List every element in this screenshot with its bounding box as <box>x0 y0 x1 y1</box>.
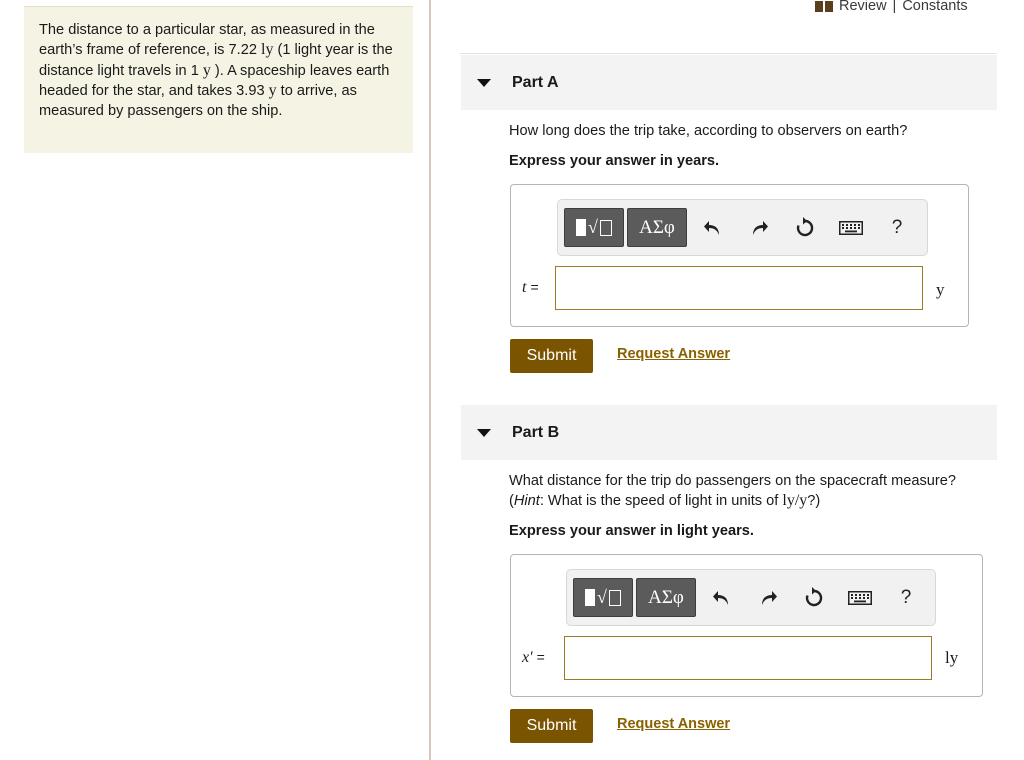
part-b-request-answer-link[interactable]: Request Answer <box>617 716 731 732</box>
review-constants-bar <box>815 0 968 14</box>
part-b-variable <box>522 649 545 667</box>
part-b-instructions: Express your answer in light years. <box>509 523 754 539</box>
part-a-header[interactable] <box>461 55 997 110</box>
part-a-unit: y <box>936 280 945 299</box>
variable-x-prime: x′ <box>522 649 533 666</box>
problem-text-4: to arrive, as measured by passengers on the ship. <box>39 83 357 119</box>
reset-icon[interactable] <box>794 587 834 609</box>
part-a-variable <box>522 279 539 297</box>
part-a-request-answer-link[interactable]: Request Answer <box>617 346 731 362</box>
review-link[interactable]: Review <box>839 0 887 14</box>
greek-letters-icon[interactable]: ΑΣφ <box>636 578 696 617</box>
equals-sign: = <box>530 279 539 295</box>
equals-sign: = <box>536 649 545 665</box>
part-a-instructions: Express your answer in years. <box>509 153 720 169</box>
unit-y: y <box>268 82 277 100</box>
constants-link[interactable]: Constants <box>902 0 968 14</box>
redo-icon[interactable] <box>739 219 779 237</box>
part-b-title: Part B <box>512 423 560 441</box>
part-a-question: How long does the trip take, according to observers on earth? <box>509 123 908 139</box>
part-a-answer-input[interactable] <box>555 266 923 310</box>
separator: | <box>892 0 897 14</box>
part-b-question-line: What distance for the trip do passengers on the spacecraft measure? <box>509 473 956 489</box>
keyboard-icon[interactable] <box>831 221 871 235</box>
variable-t: t <box>522 279 527 296</box>
problem-text-2: (1 light year is the distance light travels in 1 <box>39 42 393 79</box>
undo-icon[interactable] <box>693 219 733 237</box>
part-a-math-toolbar <box>557 199 928 256</box>
part-b-hint: (Hint: What is the speed of light in units of ly/y?) <box>509 492 821 509</box>
templates-icon[interactable]: √ <box>564 208 624 247</box>
header-rule <box>460 53 997 54</box>
problem-text-3: ). A spaceship leaves earth headed for the star, and takes 3.93 <box>39 62 390 100</box>
part-b-answer-input[interactable] <box>564 636 932 680</box>
problem-statement <box>24 6 413 153</box>
unit-ly: ly <box>261 41 274 59</box>
part-b-header[interactable] <box>461 405 997 460</box>
templates-icon[interactable]: √ <box>573 578 633 617</box>
problem-text-1: The distance to a particular star, as measured in the earth’s frame of reference, is 7.22 <box>39 22 375 59</box>
column-divider <box>429 0 431 760</box>
redo-icon[interactable] <box>748 589 788 607</box>
undo-icon[interactable] <box>702 589 742 607</box>
keyboard-icon[interactable] <box>840 591 880 605</box>
part-a-title: Part A <box>512 73 559 91</box>
greek-letters-icon[interactable]: ΑΣφ <box>627 208 687 247</box>
book-icon <box>815 1 833 12</box>
part-a-submit-button[interactable]: Submit <box>510 339 593 373</box>
unit-y: y <box>202 61 211 79</box>
part-b-question <box>509 471 1009 511</box>
collapse-triangle-icon[interactable] <box>477 429 491 437</box>
collapse-triangle-icon[interactable] <box>477 79 491 87</box>
help-icon[interactable]: ? <box>900 586 912 608</box>
part-b-submit-button[interactable]: Submit <box>510 709 593 743</box>
hint-unit: ly/y <box>782 492 808 509</box>
part-b-math-toolbar <box>566 569 936 626</box>
reset-icon[interactable] <box>785 217 825 239</box>
help-icon[interactable]: ? <box>891 216 903 238</box>
hint-label: Hint <box>513 493 540 509</box>
part-b-unit: ly <box>945 648 959 667</box>
